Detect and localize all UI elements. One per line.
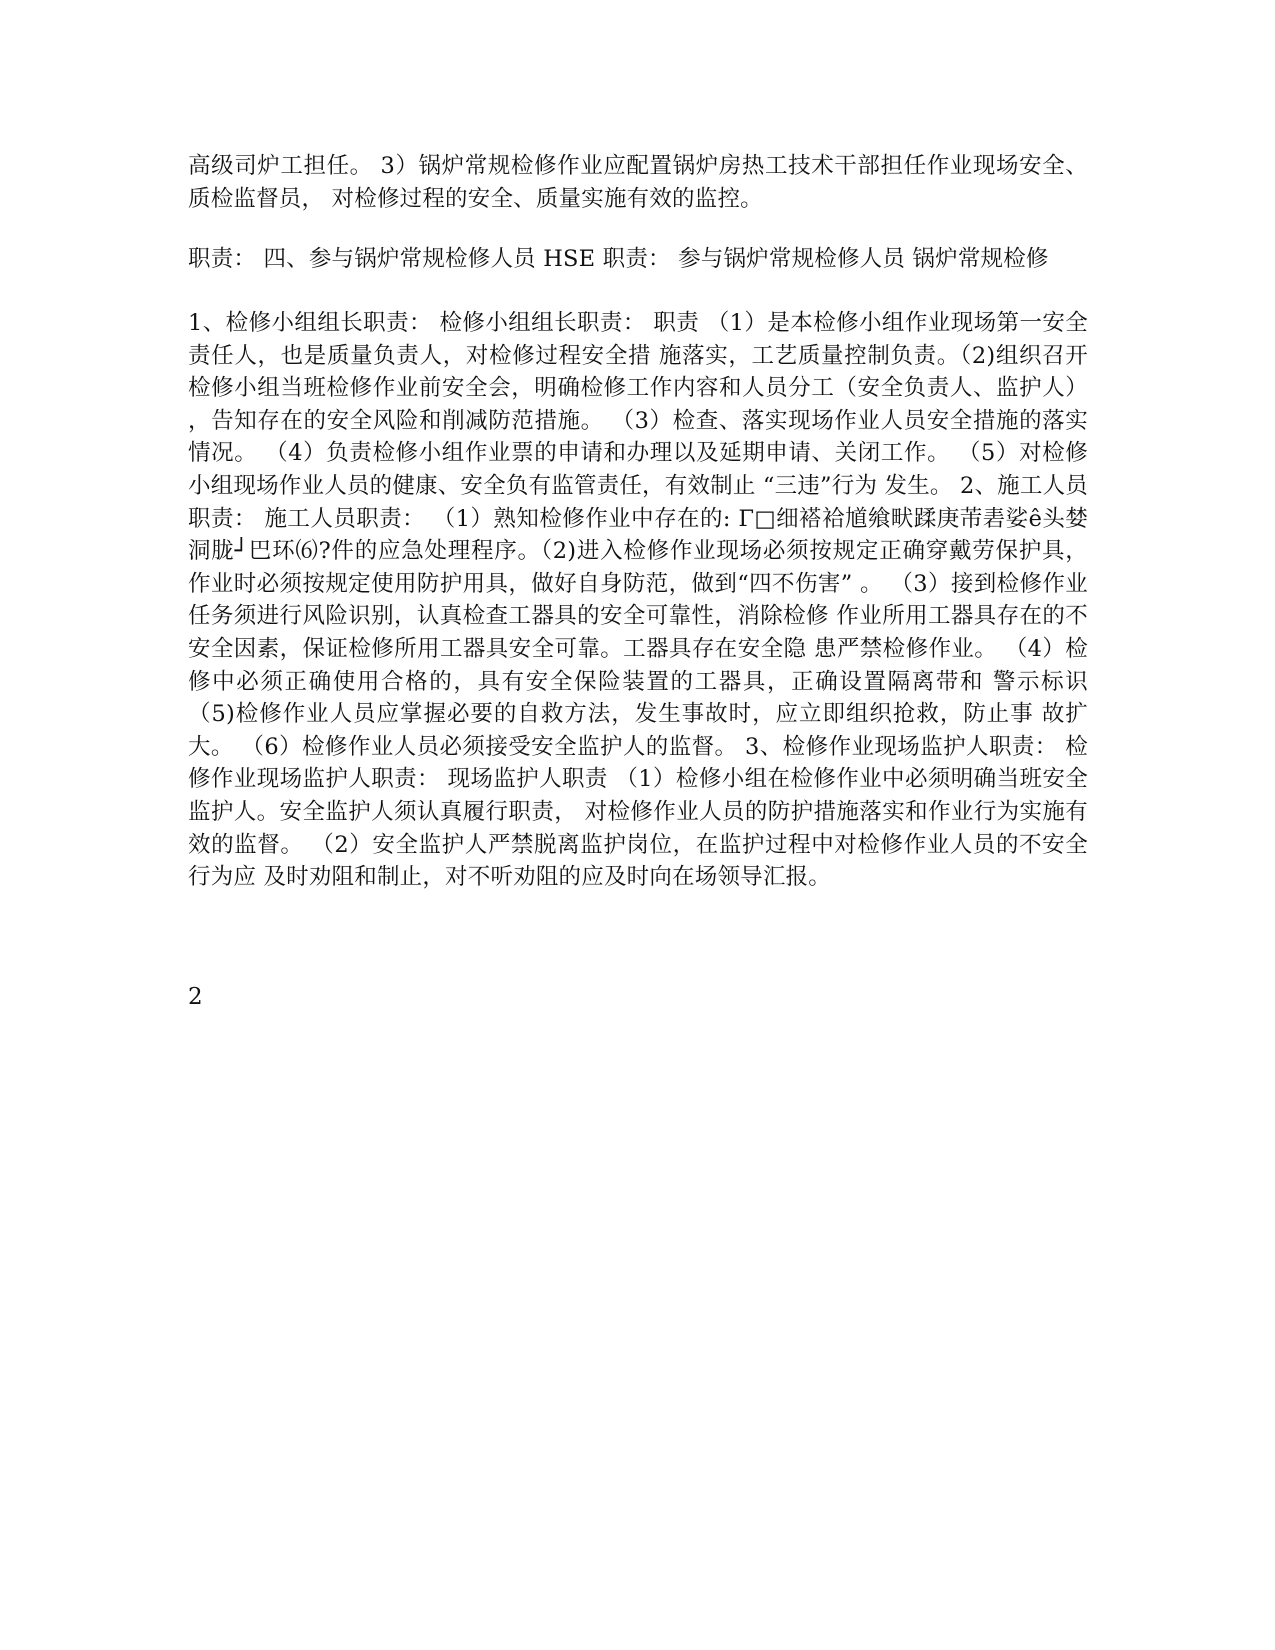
paragraph-boiler-staffing: 高级司炉工担任。 3）锅炉常规检修作业应配置锅炉房热工技术干部担任作业现场安全、质检监督员， 对检修过程的安全、质量实施有效的监控。: [188, 153, 1088, 212]
paragraph-role-responsibilities: 1、检修小组组长职责： 检修小组组长职责： 职责 （1）是本检修小组作业现场第一安全责任人，也是质量负责人，对检修过程安全措 施落实，工艺质量控制负责。（2)组织召开检修小组当班检修作业前安全会，明确检修工作内容和人员分工（安全负责人、监护人） ，告知存在的安全风险和削减防范措施。 （3）检查、落实现场作业人员安全措施的落实情况。 （4）负责检修小组作业票的申请和办理以及延期申请、关闭工作。 （5）对检修小组现场作业人员的健康、安全负有监管责任，有效制止 “三违”行为 发生。 2、施工人员职责： 施工人员职责： （1）熟知检修作业中存在的: Γ□细褡袷馗飨畎蹂庚芾砉娑ê头婪洞胧┘巴环⑹?件的应急处理程序。（2)进入检修作业现场必须按规定正确穿戴劳保护具，作业时必须按规定使用防护用具，做好自身防范，做到“四不伤害” 。 （3）接到检修作业任务须进行风险识别，认真检查工器具的安全可靠性，消除检修 作业所用工器具存在的不安全因素，保证检修所用工器具安全可靠。工器具存在安全隐 患严禁检修作业。 （4）检修中必须正确使用合格的，具有安全保险装置的工器具，正确设置隔离带和 警示标识 （5)检修作业人员应掌握必要的自救方法，发生事故时，应立即组织抢救，防止事 故扩大。 （6）检修作业人员必须接受安全监护人的监督。 3、检修作业现场监护人职责： 检修作业现场监护人职责： 现场监护人职责 （1）检修小组在检修作业中必须明确当班安全监护人。安全监护人须认真履行职责， 对检修作业人员的防护措施落实和作业行为实施有效的监督。 （2）安全监护人严禁脱离监护岗位，在监护过程中对检修作业人员的不安全行为应 及时劝阻和制止，对不听劝阻的应及时向在场领导汇报。: [188, 310, 1088, 891]
section-heading-hse-duties: 职责： 四、参与锅炉常规检修人员 HSE 职责： 参与锅炉常规检修人员 锅炉常规检修: [188, 246, 1049, 272]
page-number: 2: [188, 984, 203, 1010]
